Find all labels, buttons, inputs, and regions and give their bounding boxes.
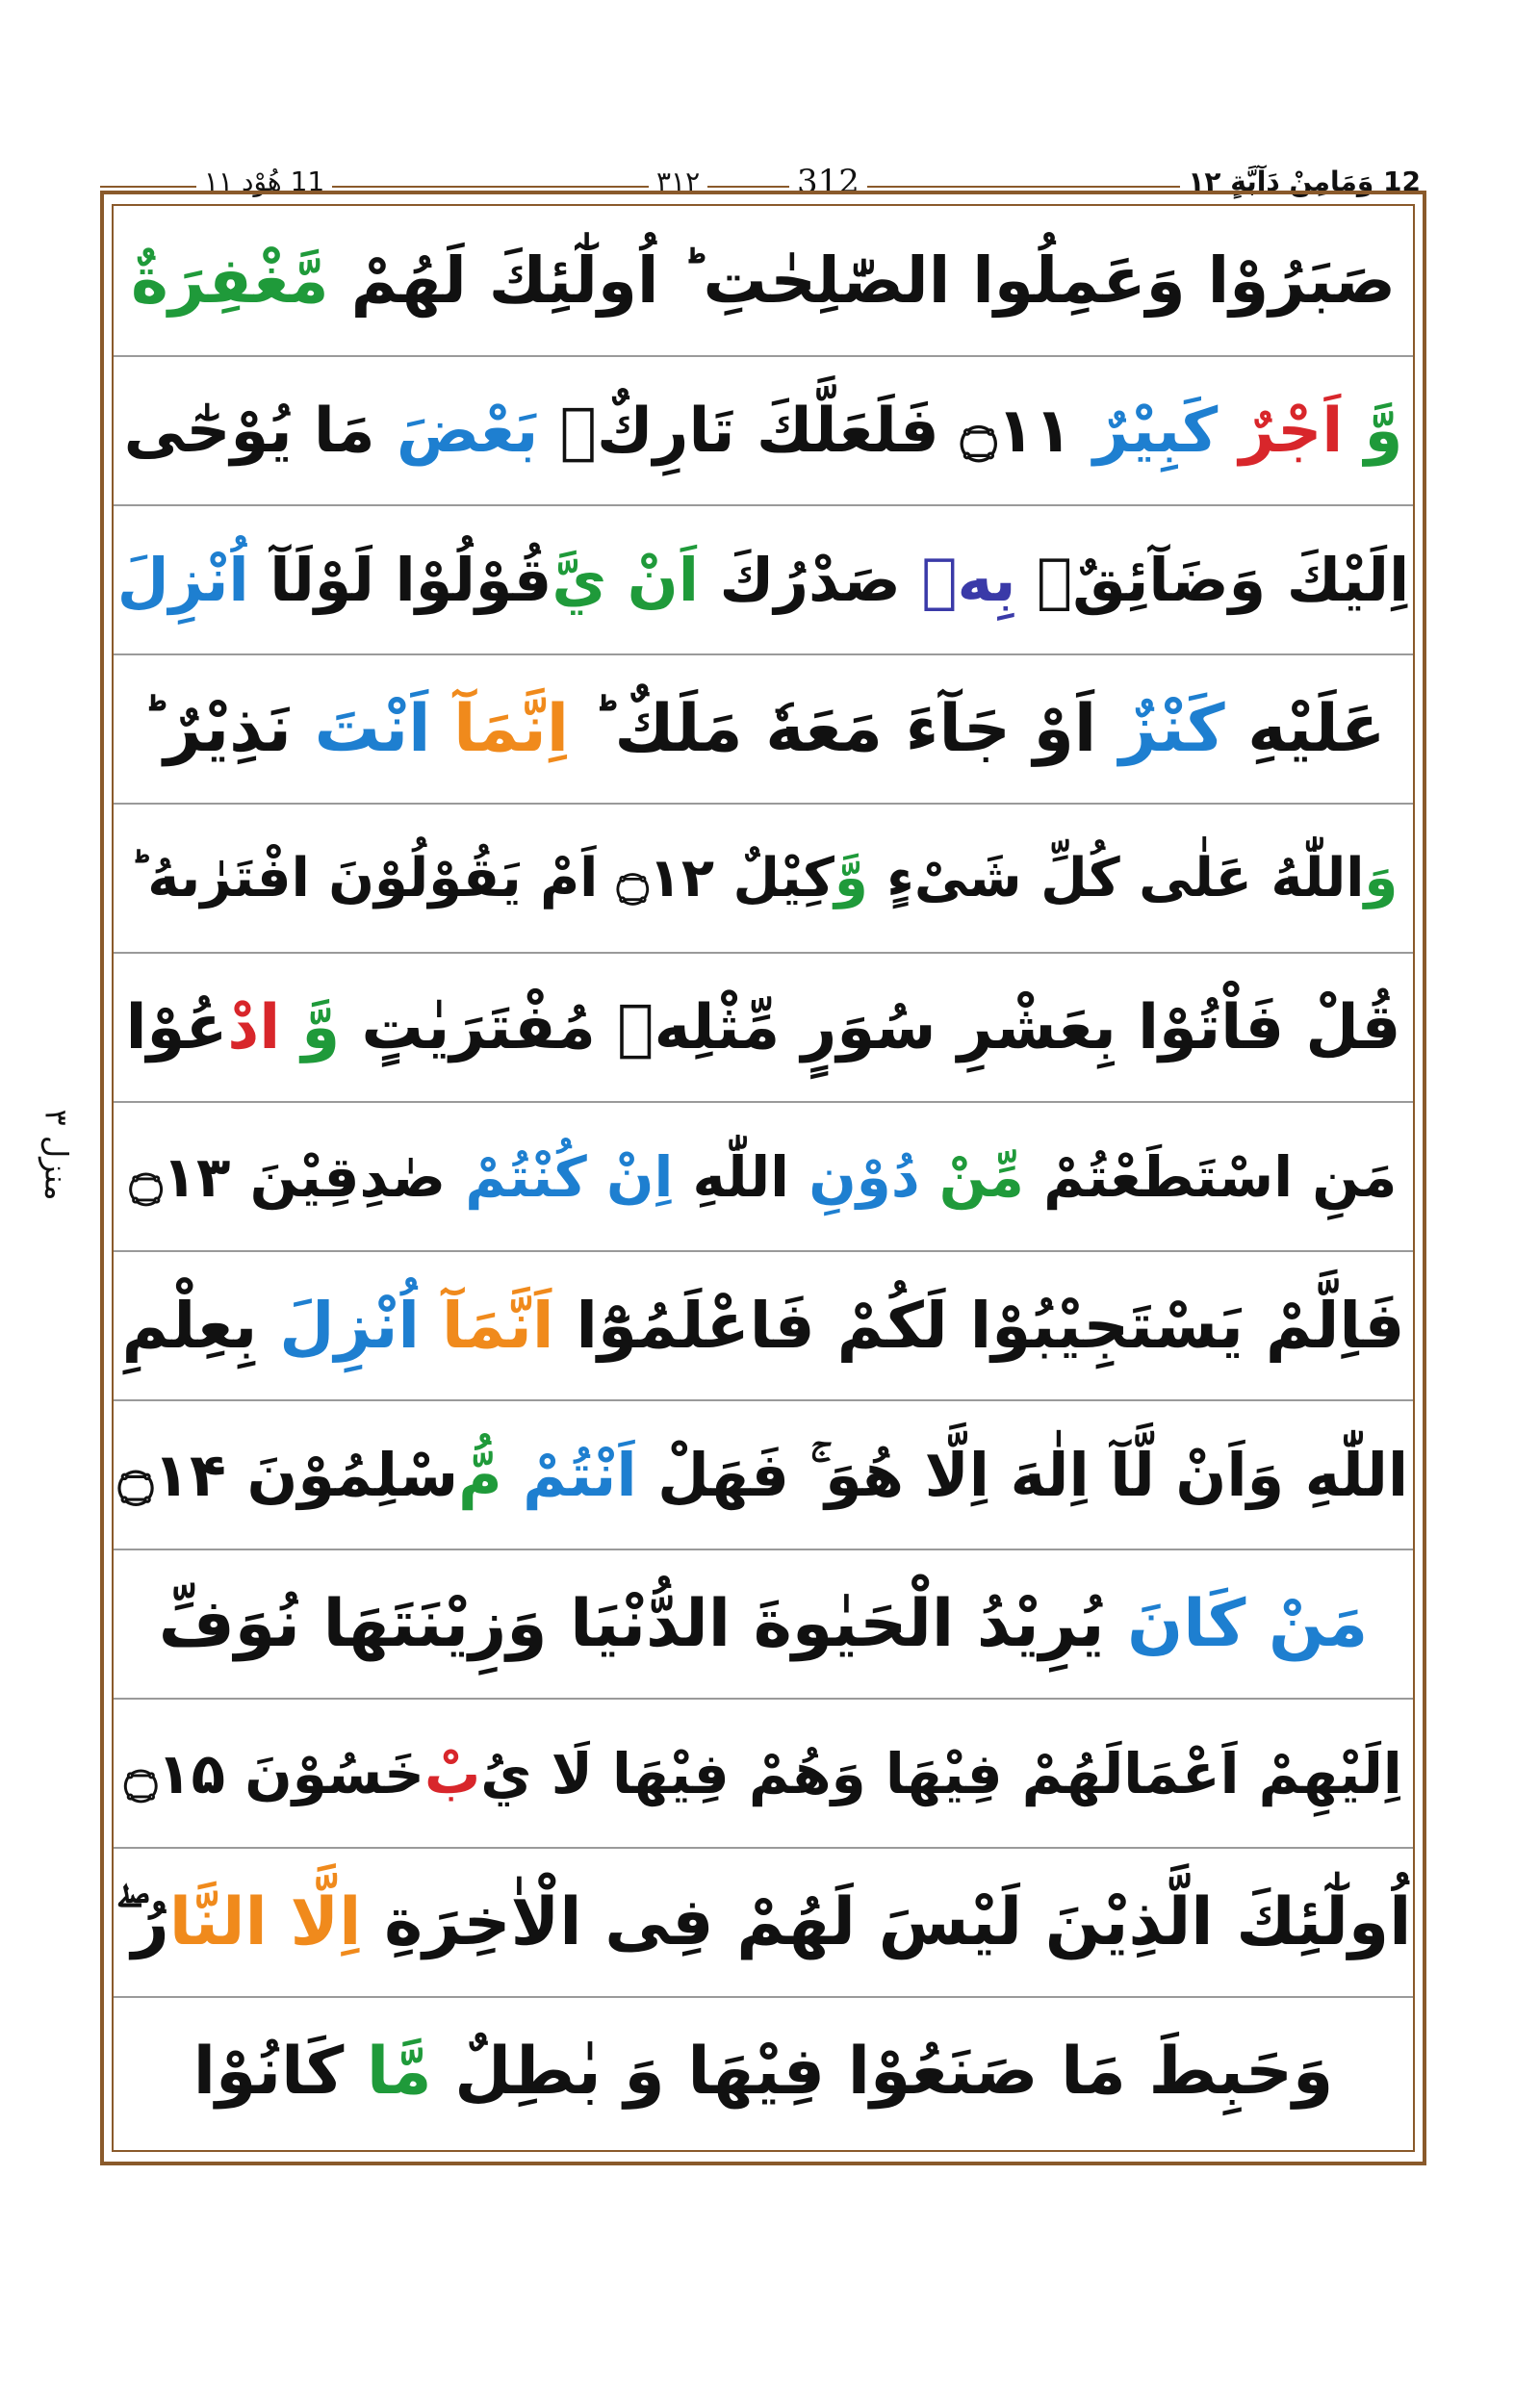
text-segment: اِنَّمَآ: [453, 691, 570, 767]
text-segment: بَعْضَ: [396, 395, 539, 467]
text-segment: مِّنْ: [938, 1143, 1024, 1210]
page-number-urdu: ۳۱۲: [649, 160, 707, 204]
text-segment: اَنْ يَّ: [552, 545, 699, 615]
text-line: [114, 653, 1413, 803]
text-segment: اَنْتَ: [314, 691, 454, 767]
text-segment: يُرِيْدُ الْحَيٰوةَ الدُّنْيَا وَزِيْنَتَهَا نُوَفِّ: [158, 1586, 1128, 1662]
text-segment: مَنْ كَانَ: [1127, 1586, 1369, 1662]
text-segment: ادْ: [227, 991, 302, 1063]
text-segment: وَّ: [1343, 395, 1403, 467]
text-segment: كَبِيْرٌ: [1071, 395, 1240, 467]
text-segment: فَاِلَّمْ يَسْتَجِيْبُوْا لَكُمْ فَاعْلَمُوْٓا: [553, 1289, 1405, 1363]
text-line: [114, 1996, 1413, 2145]
text-segment: اَنْتُمْ: [523, 1440, 637, 1510]
text-segment: اِلَّا النَّا: [168, 1884, 362, 1960]
text-segment: بِعِلْمِ: [121, 1289, 280, 1363]
manzil-label: منزل ۳: [38, 1109, 75, 1201]
text-segment: قُلْ فَاْتُوْا بِعَشْرِ سُوَرٍ مِّثْلِهٖ مُفْتَرَيٰتٍ: [340, 991, 1401, 1063]
text-segment: اَوْ جَآءَ مَعَهٗ مَلَكٌ ؕ: [569, 691, 1119, 767]
text-segment: عَلَيْهِ: [1224, 691, 1386, 767]
text-segment: اَنَّمَآ: [442, 1289, 554, 1363]
text-segment: عُوْا: [125, 991, 228, 1063]
text-segment: فَلَعَلَّكَ تَارِكٌۢ: [538, 395, 939, 467]
text-line: [114, 803, 1413, 952]
text-segment: اُنْزِلَ: [279, 1289, 443, 1363]
quran-text-lines: [114, 206, 1413, 2150]
text-segment: ۝۱۱: [938, 396, 1072, 467]
text-segment: وَّ: [834, 847, 868, 909]
juz-label: 12 وَمَامِنْ دَآبَّةٍ ۱۲: [1180, 160, 1428, 204]
text-line: [114, 1549, 1413, 1698]
page-number: 312: [789, 160, 867, 204]
text-line: [114, 1250, 1413, 1399]
text-segment: وَّ: [301, 991, 341, 1063]
text-line: [114, 1399, 1413, 1549]
text-segment: اُنْزِلَ: [116, 545, 249, 615]
text-segment: وَحَبِطَ مَا صَنَعُوْا فِيْهَا وَ بٰطِلٌ: [431, 2034, 1334, 2110]
text-segment: وَ: [1364, 847, 1399, 909]
text-line: [114, 1847, 1413, 1996]
text-segment: رُ ۖ: [115, 1883, 169, 1960]
text-line: [114, 1698, 1413, 1847]
text-line: [114, 206, 1413, 355]
text-segment: قُوْلُوْا لَوْلَآ: [248, 545, 552, 615]
text-line: [114, 952, 1413, 1101]
text-segment: اللّٰهُ عَلٰى كُلِّ شَیْءٍ: [867, 847, 1365, 909]
text-segment: اللّٰهِ وَاَنْ لَّآ اِلٰهَ اِلَّا هُوَ ۚ فَهَلْ: [636, 1439, 1409, 1510]
text-segment: اِنْ كُنْتُمْ: [465, 1143, 674, 1210]
text-segment: اَجْرٌ: [1239, 395, 1344, 467]
text-segment: نَذِيْرٌ ؕ: [141, 691, 315, 767]
text-segment: اللّٰهِ: [673, 1143, 809, 1210]
text-segment: سْلِمُوْنَ ۝۱۴: [117, 1440, 459, 1510]
text-segment: دُوْنِ: [808, 1143, 939, 1210]
text-line: [114, 355, 1413, 504]
text-segment: مَّا: [366, 2034, 432, 2110]
text-segment: اِلَيْهِمْ اَعْمَالَهُمْ فِيْهَا وَهُمْ فِيْهَا لَا يُ: [480, 1740, 1402, 1806]
text-segment: كَنْزٌ: [1118, 691, 1225, 767]
text-segment: مَا يُوْحٰٓى: [123, 395, 397, 467]
text-line: [114, 1101, 1413, 1250]
text-segment: صَدْرُكَ: [698, 545, 922, 615]
text-segment: مُّ: [458, 1440, 524, 1510]
text-segment: اُولٰٓئِكَ الَّذِيْنَ لَيْسَ لَهُمْ فِی الْاٰخِرَةِ: [361, 1884, 1412, 1960]
text-line: [114, 504, 1413, 653]
text-segment: صٰدِقِيْنَ ۝۱۳: [129, 1143, 466, 1210]
text-segment: كِيْلٌ ۝۱۲ اَمْ يَقُوْلُوْنَ افْتَرٰىهُ ؕ: [128, 847, 834, 909]
text-segment: مَّغْفِرَةٌ: [131, 243, 329, 318]
text-segment: خَسُوْنَ ۝۱۵: [124, 1740, 424, 1806]
text-segment: بْ: [424, 1740, 481, 1806]
text-segment: اِلَيْكَ وَضَآئِقٌۢ: [1015, 545, 1410, 615]
manzil-marker: [23, 1097, 90, 1213]
text-segment: بِهٖ: [921, 545, 1016, 615]
text-segment: كَانُوْا: [192, 2034, 367, 2110]
surah-label: 11 هُوْد ۱۱: [196, 160, 332, 204]
text-segment: صَبَرُوْا وَعَمِلُوا الصّٰلِحٰتِ ؕ اُولٰٓئِكَ لَهُمْ: [328, 243, 1396, 318]
text-segment: مَنِ اسْتَطَعْتُمْ: [1023, 1143, 1398, 1210]
